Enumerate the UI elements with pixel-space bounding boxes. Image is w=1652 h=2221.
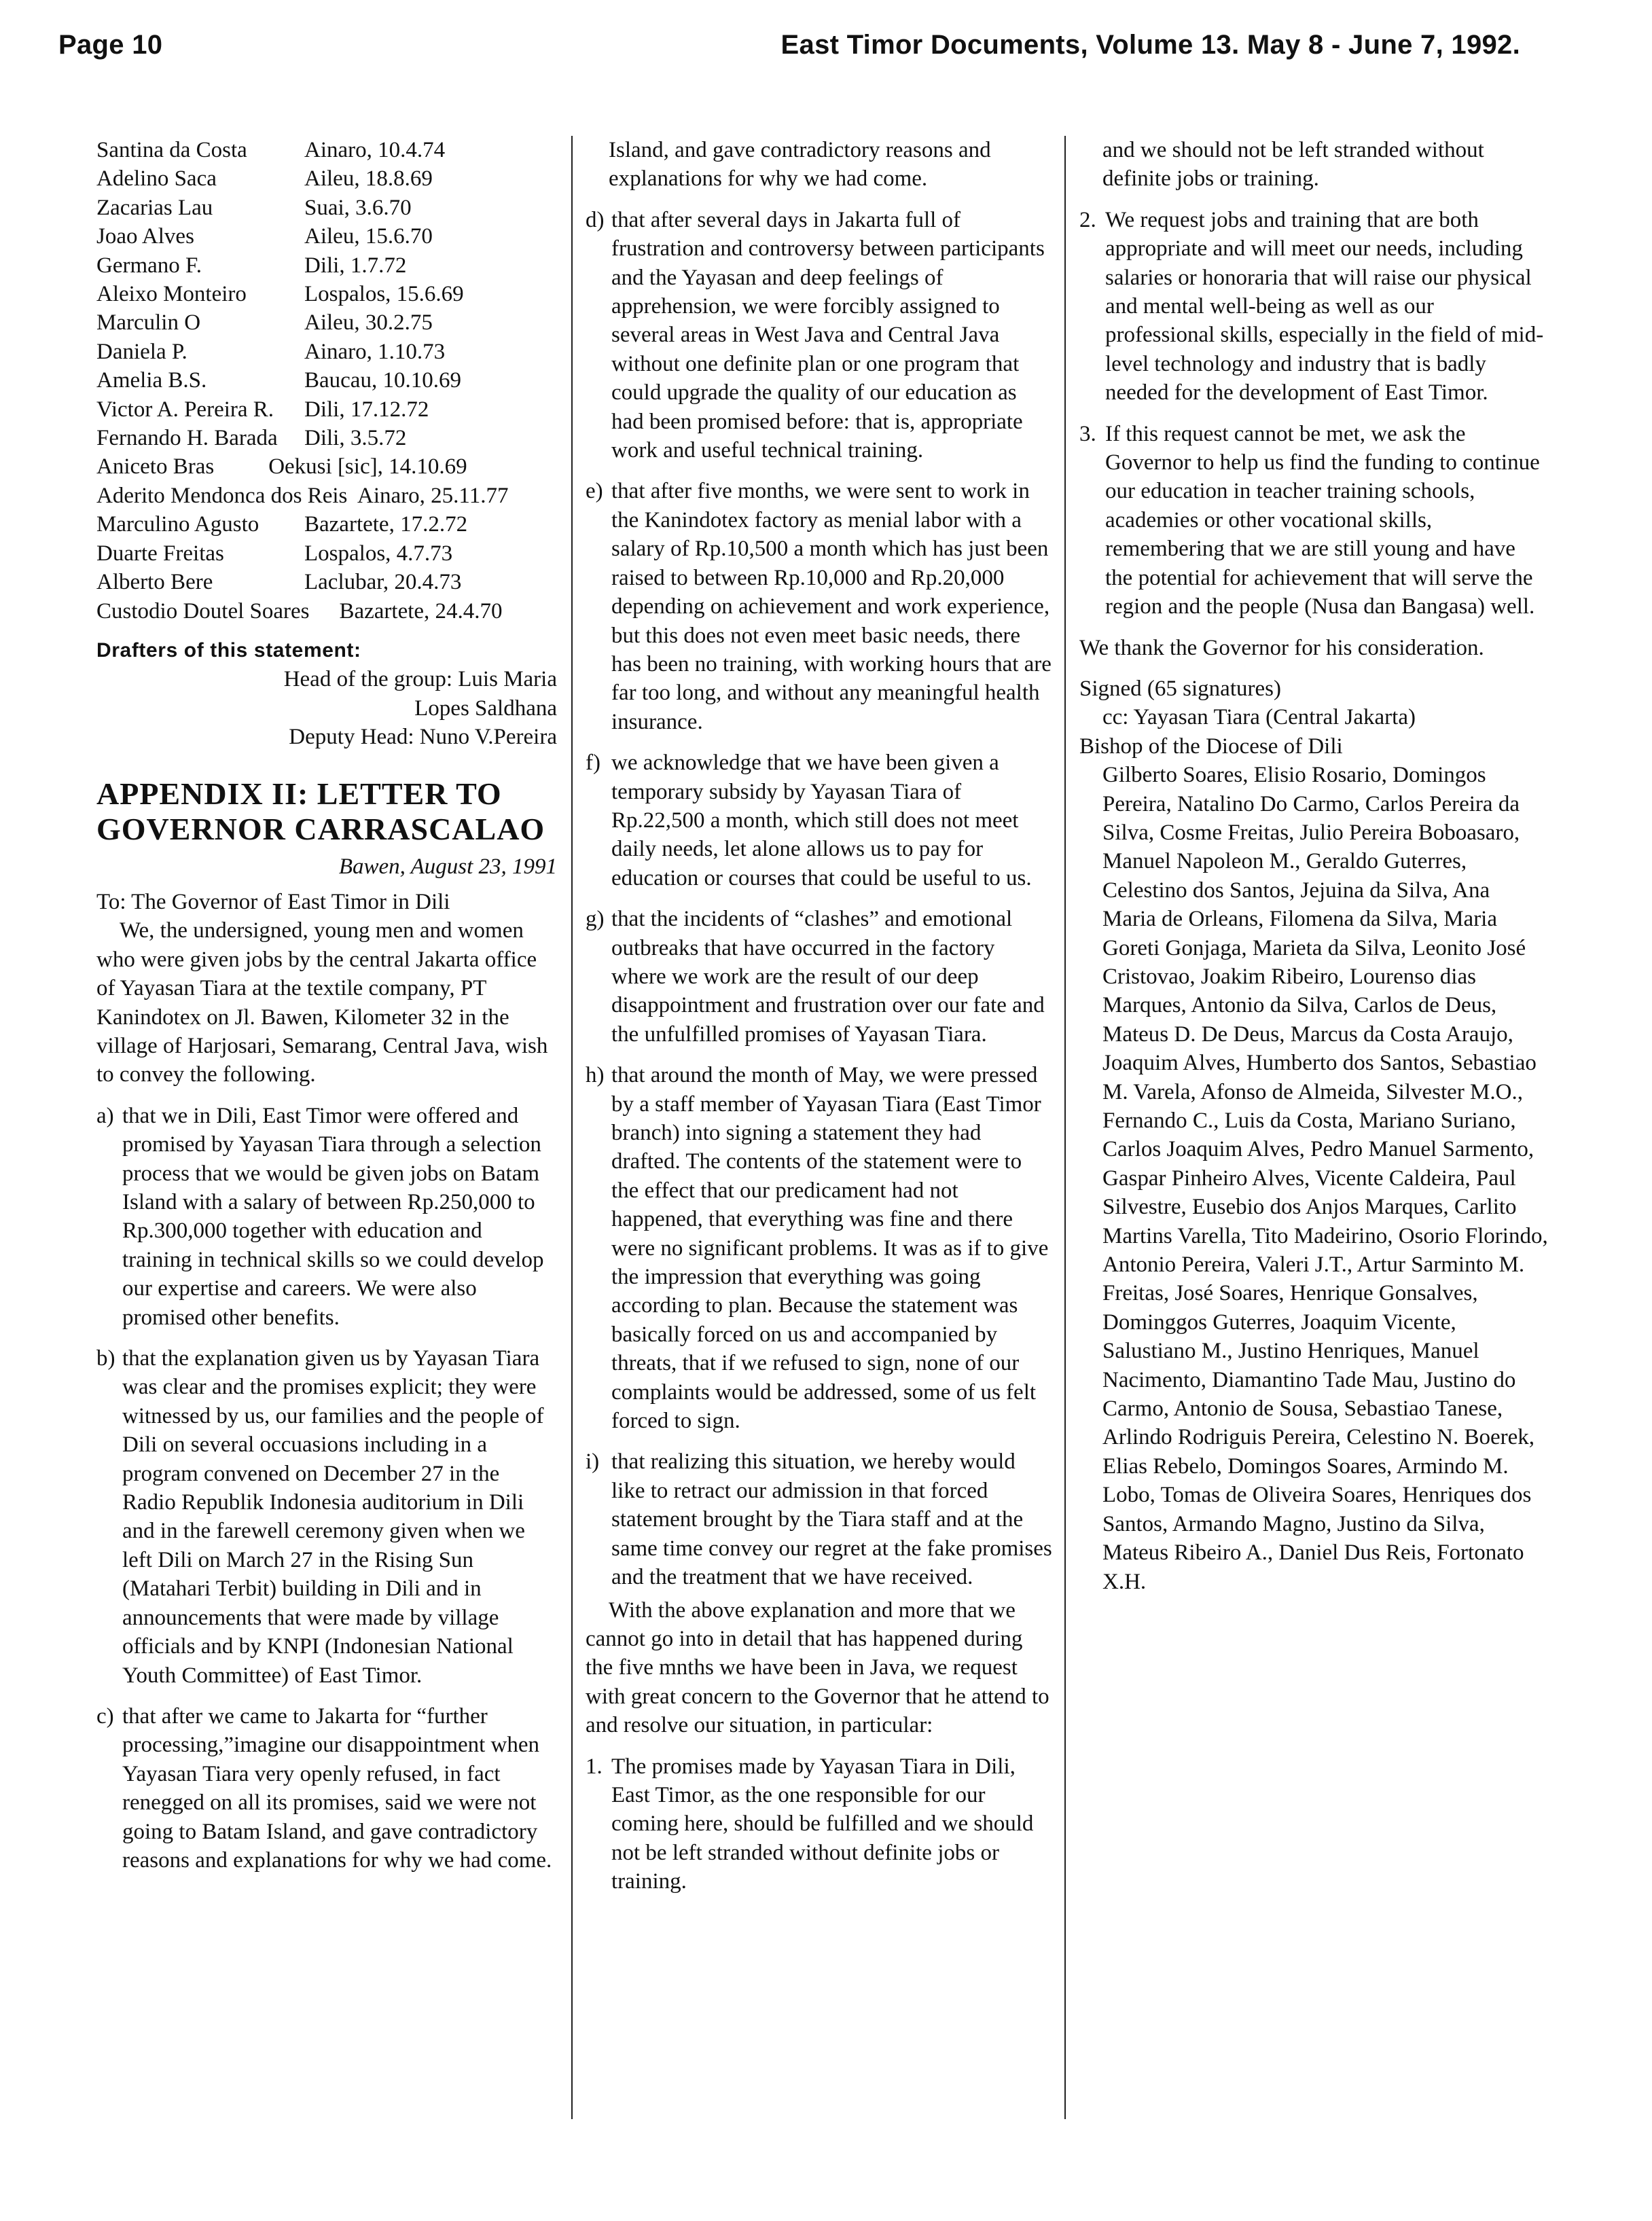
roster-name: Daniela P. <box>96 339 187 364</box>
roster-place: Lospalos, 15.6.69 <box>304 282 464 307</box>
request-1-continuation: and we should not be left stranded without definite jobs or training. <box>1102 138 1484 192</box>
roster-name: Fernando H. Barada <box>96 426 278 451</box>
item-label: a) <box>96 1103 114 1128</box>
roster-name: Aderito Mendonca dos Reis <box>96 483 348 508</box>
request-item <box>1079 420 1548 621</box>
item-text: that after five months, we were sent to work in the Kanindotex factory as menial labor with a salary of Rp.10,500 a month which has just been raised to between Rp.10,000 and Rp.20,000 depending on achievement and work experience, but this does not even meet basic needs, there has been no training, with working hours that are far too long, and without any meaningful health insurance. <box>611 479 1052 734</box>
item-text: we acknowledge that we have been given a temporary subsidy by Yayasan Tiara of Rp.22,500 a month, which still does not meet daily needs, let alone allows us to pay for education or courses that could be useful to us. <box>611 751 1032 890</box>
item-label: i) <box>586 1449 600 1475</box>
request-item <box>586 1752 1054 1894</box>
roster-entry <box>96 597 557 626</box>
drafters-deputy: Deputy Head: Nuno V.Pereira <box>289 725 557 750</box>
item-label: g) <box>586 907 605 932</box>
roster-name: Amelia B.S. <box>96 368 207 393</box>
roster-place: Ainaro, 25.11.77 <box>357 483 509 508</box>
roster-place: Lospalos, 4.7.73 <box>304 541 453 566</box>
list-item <box>586 1061 1054 1435</box>
page-number: Page 10 <box>58 30 163 60</box>
roster-place: Oekusi [sic], 14.10.69 <box>268 454 467 480</box>
roster-name: Marculin O <box>96 310 201 336</box>
item-label: h) <box>586 1063 605 1088</box>
roster-place: Dili, 1.7.72 <box>304 253 407 278</box>
item-label: 1. <box>586 1754 603 1779</box>
list-item <box>96 1702 557 1873</box>
roster-name: Zacarias Lau <box>96 195 213 220</box>
roster-name: Alberto Bere <box>96 570 213 595</box>
item-text: We request jobs and training that are both appropriate and will meet our needs, including salaries or honoraria that will raise our physical and mental well-being as well as our professional skills, especially in the field of mid-level technology and industry that is badly needed for the development of East Timor. <box>1105 207 1544 405</box>
roster-name: Santina da Costa <box>96 138 247 162</box>
list-item <box>586 905 1054 1049</box>
roster-place: Aileu, 18.8.69 <box>304 166 433 192</box>
roster-place: Ainaro, 1.10.73 <box>304 339 446 364</box>
list-item <box>586 206 1054 465</box>
running-title: East Timor Documents, Volume 13. May 8 - June 7, 1992. <box>780 30 1520 60</box>
item-label: e) <box>586 479 603 504</box>
item-text: If this request cannot be met, we ask the Governor to help us find the funding to continue our education in teacher training schools, academies or other vocational skills, remembering that we are still young and have the potential for achievement that will serve the region and the people (Nusa dan Bangasa) well. <box>1105 421 1540 619</box>
roster-place: Ainaro, 10.4.74 <box>304 138 446 162</box>
list-item <box>586 748 1054 892</box>
roster-name: Joao Alves <box>96 224 194 249</box>
roster-name: Germano F. <box>96 253 202 278</box>
roster-place: Baucau, 10.10.69 <box>304 368 461 393</box>
roster-place: Bazartete, 17.2.72 <box>304 512 468 537</box>
item-label: b) <box>96 1346 115 1371</box>
column-rule <box>571 136 573 2119</box>
participant-roster <box>96 136 557 626</box>
item-label: 3. <box>1079 421 1096 446</box>
drafters-heading: Drafters of this statement: <box>96 638 361 662</box>
column-1 <box>96 136 557 1873</box>
item-c-continuation: Island, and gave contradictory reasons and explanations for why we had come. <box>609 138 991 192</box>
roster-place: Suai, 3.6.70 <box>304 195 412 220</box>
roster-place: Dili, 17.12.72 <box>304 397 429 422</box>
item-label: f) <box>586 751 600 776</box>
item-label: d) <box>586 207 605 232</box>
list-item <box>96 1344 557 1690</box>
item-label: c) <box>96 1703 114 1729</box>
roster-entry <box>96 452 557 481</box>
roster-name: Aniceto Bras <box>96 454 215 480</box>
list-item <box>96 1102 557 1332</box>
column-rule <box>1064 136 1066 2119</box>
list-item <box>586 1447 1054 1591</box>
item-text: that after we came to Jakarta for “further processing,”imagine our disappointment when Yayasan Tiara very openly refused, in fact renegged on all its promises, said we were not going to Batam Island, and gave contradictory reasons and explanations for why we had come. <box>122 1703 552 1873</box>
letter-cc: cc: Yayasan Tiara (Central Jakarta) <box>1102 705 1416 730</box>
roster-name: Marculino Agusto <box>96 512 259 537</box>
item-text: that the explanation given us by Yayasan Tiara was clear and the promises explicit; they were witnessed by us, our families and the people of Dili on several occuasions including in a program convened on December 27 in the Radio Republik Indonesia auditorium in Dili and in the farewell ceremony given when we left Dili on March 27 in the Rising Sun (Matahari Terbit) building in Dili and in announcements that were made by village officials and by KNPI (Indonesian National Youth Committee) of East Timor. <box>122 1346 544 1688</box>
item-text: that around the month of May, we were pressed by a staff member of Yayasan Tiara (East Timor branch) into signing a statement they had drafted. The contents of the statement were to the effect that our predicament had not happened, that everything was fine and there were no significant problems. It was as if to give the impression that everything was going according to plan. Because the statement was basically forced on us and accompanied by threats, that if we refused to sign, none of our complaints would be addressed, some of us felt forced to sign. <box>611 1063 1049 1434</box>
item-text: that we in Dili, East Timor were offered and promised by Yayasan Tiara through a selection process that we would be given jobs on Batam Island with a salary of between Rp.250,000 to Rp.300,000 together with education and training in technical skills so we could develop our expertise and careers. We were also promised other benefits. <box>122 1103 544 1330</box>
column-2 <box>586 136 1054 1894</box>
item-text: that after several days in Jakarta full of frustration and controversy between participants and the Yayasan and deep feelings of apprehension, we were forcibly assigned to several areas in West Java and Central Java without one definite plan or one program that could upgrade the quality of our education as had been promised before: that is, appropriate work and useful technical training. <box>611 207 1045 463</box>
roster-place: Laclubar, 20.4.73 <box>304 570 462 595</box>
appendix-title: APPENDIX II: LETTER TO GOVERNOR CARRASCALAO <box>96 776 545 846</box>
roster-entry <box>96 482 557 510</box>
request-item <box>1079 206 1548 408</box>
list-item <box>586 477 1054 736</box>
item-text: The promises made by Yayasan Tiara in Dili, East Timor, as the one responsible for our coming here, should be fulfilled and we should not be left stranded without definite jobs or training. <box>611 1754 1034 1894</box>
item-text: that realizing this situation, we hereby would like to retract our admission in that forced statement brought by the Tiara staff and at the same time convey our regret at the fake promises and the treatment that we have received. <box>611 1449 1052 1590</box>
roster-name: Aleixo Monteiro <box>96 282 247 307</box>
item-text: that the incidents of “clashes” and emotional outbreaks that have occurred in the factory where we work are the result of our deep disappointment and frustration over our fate and the unfulfilled promises of Yayasan Tiara. <box>611 907 1045 1047</box>
letter-signed: Signed (65 signatures) <box>1079 676 1281 701</box>
roster-place: Aileu, 30.2.75 <box>304 310 433 336</box>
roster-name: Custodio Doutel Soares <box>96 598 310 624</box>
roster-place: Aileu, 15.6.70 <box>304 224 433 249</box>
letter-dateline: Bawen, August 23, 1991 <box>338 854 557 879</box>
roster-name: Duarte Freitas <box>96 541 224 566</box>
request-intro: With the above explanation and more that we cannot go into in detail that has happened during the five mnths we have been in Java, we request with great concern to the Governor that he attend to and resolve our situation, in particular: <box>586 1597 1049 1738</box>
roster-name: Adelino Saca <box>96 166 217 192</box>
letter-intro: We, the undersigned, young men and women who were given jobs by the central Jakarta office of Yayasan Tiara at the textile company, PT Kanindotex on Jl. Bawen, Kilometer 32 in the village of Harjosari, Semarang, Central Java, wish to convey the following. <box>96 918 548 1087</box>
roster-name: Victor A. Pereira R. <box>96 397 274 422</box>
letter-cc-bishop: Bishop of the Diocese of Dili <box>1079 734 1343 759</box>
roster-place: Bazartete, 24.4.70 <box>339 598 503 624</box>
item-label: 2. <box>1079 207 1096 232</box>
letter-addressee: To: The Governor of East Timor in Dili <box>96 889 450 914</box>
letter-thanks: We thank the Governor for his consideration. <box>1079 635 1484 660</box>
roster-place: Dili, 3.5.72 <box>304 426 407 451</box>
column-3 <box>1079 136 1548 1596</box>
drafters-head-of-group: Head of the group: Luis Maria Lopes Saldhana <box>283 667 557 721</box>
signatory-list: Gilberto Soares, Elisio Rosario, Domingos Pereira, Natalino Do Carmo, Carlos Pereira da Silva, Cosme Freitas, Julio Pereira Boboasaro, Manuel Napoleon M., Geraldo Guterres, Celestino dos Santos, Jejuina da Silva, Ana Maria de Orleans, Filomena da Silva, Maria Goreti Gonjaga, Marieta da Silva, Leonito José Cristovao, Joakim Ribeiro, Lourenso dias Marques, Antonio da Silva, Carlos de Deus, Mateus D. De Deus, Marcus da Costa Araujo, Joaquim Alves, Humberto dos Santos, Sebastiao M. Varela, Afonso de Almeida, Silvester M.O., Fernando C., Luis da Costa, Mariano Suriano, Carlos Joaquim Alves, Pedro Manuel Sarmento, Gaspar Pinheiro Alves, Vicente Caldeira, Paul Silvestre, Eusebio dos Anjos Marques, Carlito Martins Varella, Tito Madeirino, Osorio Florindo, Antonio Pereira, Valeri J.T., Artur Sarminto M. Freitas, José Soares, Henrique Gonsalves, Dominggos Guterres, Joaquim Vicente, Salustiano M., Justino Henriques, Manuel Nacimento, Diamantino Tade Mau, Justino do Carmo, Antonio de Sousa, Sebastiao Tanese, Arlindo Rodriguis Pereira, Celestino N. Boerek, Elias Rebelo, Domingos Soares, Armindo M. Lobo, Tomas de Oliveira Soares, Henriques dos Santos, Armando Magno, Justino da Silva, Mateus Ribeiro A., Daniel Dus Reis, Fortonato X.H. <box>1102 763 1548 1594</box>
